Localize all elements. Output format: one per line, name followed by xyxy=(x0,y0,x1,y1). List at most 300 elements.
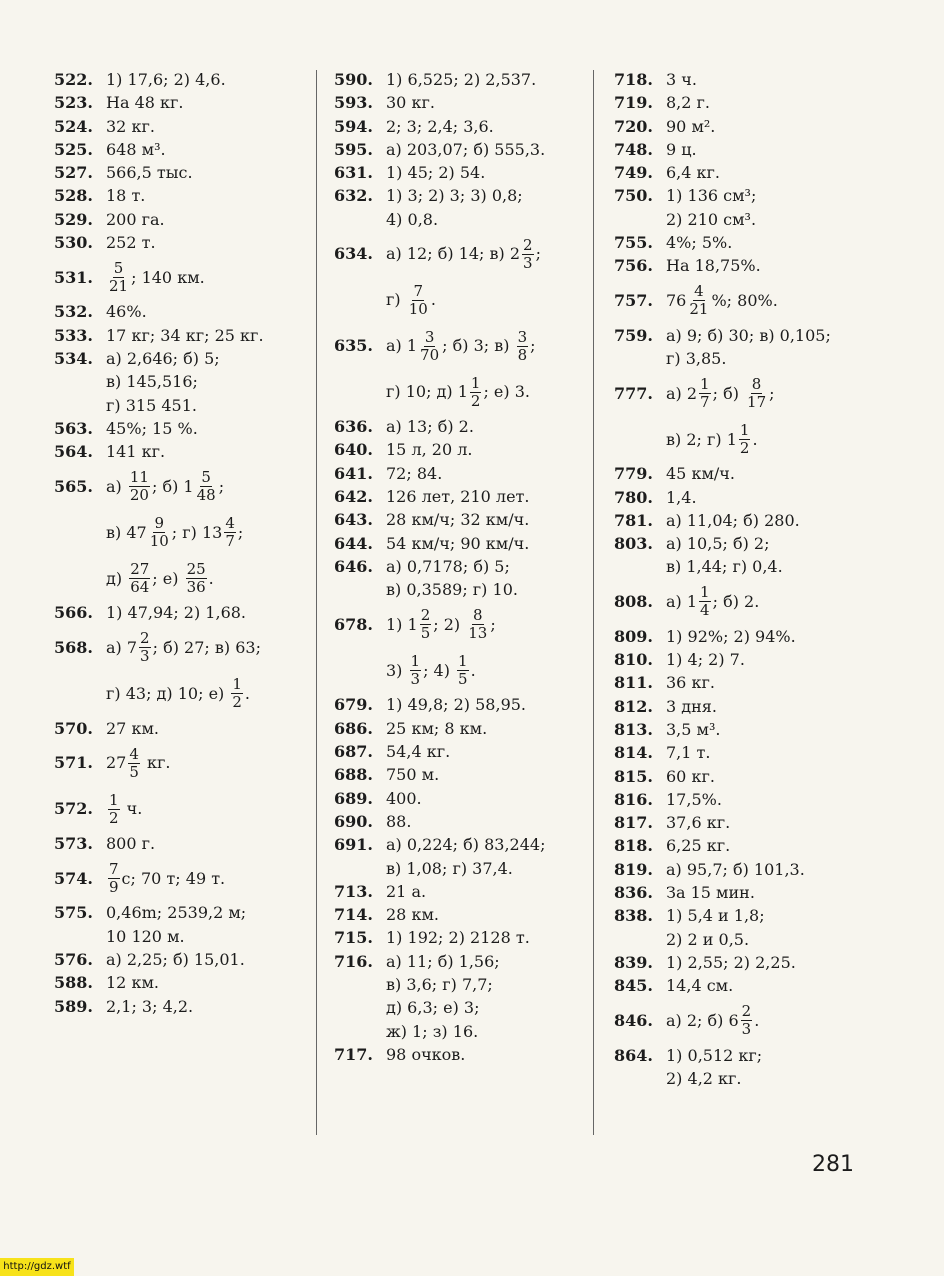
answer-segment: ; е) xyxy=(152,568,184,588)
fraction-denominator: 10 xyxy=(149,531,169,550)
answer-line xyxy=(666,462,864,485)
fraction-numerator: 4 xyxy=(694,282,704,301)
answer-segment: г) 43; д) 10; е) xyxy=(106,684,230,704)
problem-number: 572. xyxy=(54,799,93,819)
fraction-denominator: 5 xyxy=(458,669,468,688)
answer-entry xyxy=(334,323,589,415)
answer-text xyxy=(666,904,864,951)
fraction-denominator: 70 xyxy=(420,345,440,364)
answer-entry xyxy=(54,417,304,440)
answer-segment: а) 2,25; б) 15,01. xyxy=(106,949,245,969)
fraction xyxy=(699,376,711,411)
problem-number: 750. xyxy=(614,186,653,206)
problem-number: 690. xyxy=(334,811,373,831)
problem-number: 523. xyxy=(54,93,93,113)
answer-entry xyxy=(614,68,864,91)
answer-line xyxy=(106,717,304,740)
answer-segment: ; xyxy=(530,336,536,356)
answer-segment: ; xyxy=(769,383,775,403)
answer-segment: г) 315 451. xyxy=(106,395,197,415)
answer-text xyxy=(386,532,589,555)
answer-line xyxy=(386,833,589,856)
fraction-numerator: 7 xyxy=(109,859,119,878)
answer-segment: На 48 кг. xyxy=(106,93,184,113)
fraction-denominator: 3 xyxy=(523,253,533,272)
fraction xyxy=(419,329,440,364)
answer-segment: 750 м. xyxy=(386,765,440,785)
answer-text xyxy=(666,858,864,881)
answer-line xyxy=(106,855,304,901)
fraction-numerator: 9 xyxy=(154,513,165,532)
answer-line xyxy=(386,787,589,810)
answer-line xyxy=(106,509,304,555)
answer-entry xyxy=(614,324,864,371)
answer-segment: 0,46m; 2539,2 м; xyxy=(106,903,247,923)
answer-line xyxy=(666,1044,864,1067)
answer-line xyxy=(386,138,589,161)
answer-segment: 1) 1 xyxy=(386,614,418,634)
answer-segment: 17,5%. xyxy=(666,789,722,809)
problem-number: 534. xyxy=(54,348,93,368)
answer-line xyxy=(386,973,589,996)
answer-line xyxy=(666,648,864,671)
problem-number: 803. xyxy=(614,534,653,554)
fraction-numerator: 4 xyxy=(129,744,139,763)
answer-segment: 3) xyxy=(386,660,408,680)
answer-segment: 4%; 5%. xyxy=(666,233,733,253)
problem-number: 529. xyxy=(54,209,93,229)
answer-entry xyxy=(334,138,589,161)
fraction xyxy=(196,469,217,504)
answer-text xyxy=(666,881,864,904)
answer-segment: ; xyxy=(218,476,225,496)
answer-segment: 2) 4,2 кг. xyxy=(666,1068,742,1088)
fraction-numerator: 2 xyxy=(420,605,431,624)
answer-line xyxy=(106,138,304,161)
answer-entry xyxy=(54,161,304,184)
answer-line xyxy=(666,324,864,347)
answer-segment: ; xyxy=(490,614,496,634)
fraction xyxy=(129,469,150,504)
answer-segment: ; б) xyxy=(712,383,745,403)
answer-segment: . xyxy=(208,568,214,588)
answer-text xyxy=(666,625,864,648)
problem-number: 845. xyxy=(614,976,653,996)
answer-segment: 12 км. xyxy=(106,973,159,993)
fraction-numerator: 2 xyxy=(523,235,533,254)
answer-line xyxy=(666,208,864,231)
answer-line xyxy=(666,370,864,416)
problem-number: 525. xyxy=(54,139,93,159)
answer-entry xyxy=(54,717,304,740)
answer-text xyxy=(106,91,304,114)
fraction-numerator: 1 xyxy=(410,651,421,670)
answer-entry xyxy=(54,740,304,786)
answer-entry xyxy=(54,300,304,323)
answer-text xyxy=(386,323,589,415)
problem-number: 641. xyxy=(334,463,373,483)
answer-text xyxy=(386,693,589,716)
fraction-numerator: 4 xyxy=(225,513,235,532)
answer-text xyxy=(666,91,864,114)
answer-segment: 10 120 м. xyxy=(106,926,185,946)
fraction-numerator: 1 xyxy=(232,675,242,694)
column-divider xyxy=(316,70,317,1135)
answer-segment: 98 очков. xyxy=(386,1044,466,1064)
problem-number: 717. xyxy=(334,1044,373,1064)
answer-line xyxy=(106,601,304,624)
problem-number: 571. xyxy=(54,753,93,773)
answer-line xyxy=(106,161,304,184)
problem-number: 588. xyxy=(54,973,93,993)
answer-segment: в) 0,3589; г) 10. xyxy=(386,580,518,600)
answer-segment: ; 2) xyxy=(433,614,466,634)
answer-entry xyxy=(334,950,589,1043)
answer-line xyxy=(666,486,864,509)
problem-number: 528. xyxy=(54,186,93,206)
answer-line xyxy=(386,880,589,903)
problem-number: 564. xyxy=(54,442,93,462)
answer-line xyxy=(106,394,304,417)
fraction xyxy=(457,653,469,688)
answer-entry xyxy=(614,858,864,881)
fraction-denominator: 5 xyxy=(420,623,431,642)
problem-number: 811. xyxy=(614,673,653,693)
answer-entry xyxy=(614,834,864,857)
fraction xyxy=(108,260,129,295)
answer-line xyxy=(106,995,304,1018)
problem-number: 714. xyxy=(334,905,373,925)
answer-entry xyxy=(614,486,864,509)
problem-number: 566. xyxy=(54,603,93,623)
answer-entry xyxy=(614,648,864,671)
answer-line xyxy=(106,324,304,347)
answer-text xyxy=(666,254,864,277)
answer-text xyxy=(386,138,589,161)
problem-number: 755. xyxy=(614,233,653,253)
answer-segment: 1) 0,512 кг; xyxy=(666,1045,763,1065)
fraction xyxy=(186,561,207,596)
answer-entry xyxy=(54,832,304,855)
problem-number: 590. xyxy=(334,70,373,89)
answer-segment: 45 км/ч. xyxy=(666,464,735,484)
answer-segment: 8,2 г. xyxy=(666,93,710,113)
answer-entry xyxy=(334,462,589,485)
answer-entry xyxy=(334,880,589,903)
answer-segment: 566,5 тыс. xyxy=(106,163,193,183)
answer-line xyxy=(666,625,864,648)
answer-segment: ; б) 2. xyxy=(712,592,760,612)
fraction-denominator: 13 xyxy=(468,623,488,642)
answer-text xyxy=(106,440,304,463)
answer-entry xyxy=(614,625,864,648)
answer-line xyxy=(386,91,589,114)
answer-text xyxy=(106,68,304,91)
answer-segment: д) xyxy=(106,568,128,588)
answer-line xyxy=(106,115,304,138)
answer-line xyxy=(666,858,864,881)
problem-number: 532. xyxy=(54,302,93,322)
answer-line xyxy=(666,254,864,277)
answer-segment: а) 1 xyxy=(666,592,698,612)
answer-line xyxy=(666,834,864,857)
answer-line xyxy=(386,208,589,231)
problem-number: 527. xyxy=(54,163,93,183)
problem-number: 575. xyxy=(54,903,93,923)
answer-text xyxy=(666,462,864,485)
answer-entry xyxy=(614,741,864,764)
answer-segment: а) 203,07; б) 555,3. xyxy=(386,139,546,159)
answer-segment: а) 11,04; б) 280. xyxy=(666,510,800,530)
answer-text xyxy=(386,161,589,184)
answer-text xyxy=(666,161,864,184)
answer-segment: 200 га. xyxy=(106,209,165,229)
answer-line xyxy=(386,508,589,531)
problem-number: 646. xyxy=(334,556,373,576)
fraction-denominator: 7 xyxy=(225,531,235,550)
answer-segment: 90 м². xyxy=(666,116,716,136)
answer-text xyxy=(666,370,864,462)
answer-segment: 3,5 м³. xyxy=(666,719,721,739)
answer-line xyxy=(666,811,864,834)
answer-entry xyxy=(334,438,589,461)
answer-entry xyxy=(614,671,864,694)
answer-entry xyxy=(614,974,864,997)
answer-entry xyxy=(54,971,304,994)
problem-number: 589. xyxy=(54,996,93,1016)
answer-text xyxy=(386,601,589,693)
answer-segment: а) 12; б) 14; в) 2 xyxy=(386,244,521,264)
fraction-denominator: 2 xyxy=(739,438,750,457)
problem-number: 595. xyxy=(334,139,373,159)
answer-segment: 14,4 см. xyxy=(666,976,734,996)
answer-entry xyxy=(614,765,864,788)
answer-text xyxy=(386,787,589,810)
answer-text xyxy=(666,741,864,764)
answer-entry xyxy=(334,161,589,184)
fraction-denominator: 8 xyxy=(517,345,528,364)
problem-number: 818. xyxy=(614,836,653,856)
problem-number: 816. xyxy=(614,789,653,809)
problem-number: 594. xyxy=(334,116,373,136)
fraction-numerator: 8 xyxy=(472,605,483,624)
answer-entry xyxy=(334,717,589,740)
answer-entry xyxy=(614,579,864,625)
answer-segment: а) 9; б) 30; в) 0,105; xyxy=(666,325,831,345)
problem-number: 524. xyxy=(54,116,93,136)
fraction xyxy=(408,283,429,318)
answer-entry xyxy=(54,324,304,347)
problem-number: 718. xyxy=(614,70,653,89)
answer-segment: 4) 0,8. xyxy=(386,209,439,229)
problem-number: 573. xyxy=(54,834,93,854)
answer-line xyxy=(386,369,589,415)
answer-segment: На 18,75%. xyxy=(666,256,761,276)
fraction xyxy=(739,422,751,457)
problem-number: 757. xyxy=(614,291,653,311)
answer-text xyxy=(666,231,864,254)
answer-text xyxy=(666,138,864,161)
fraction-numerator: 3 xyxy=(517,327,528,346)
answer-text xyxy=(106,231,304,254)
problem-number: 864. xyxy=(614,1045,653,1065)
answer-segment: в) 145,516; xyxy=(106,372,198,392)
fraction-numerator: 3 xyxy=(424,327,435,346)
problem-number: 819. xyxy=(614,859,653,879)
answer-entry xyxy=(54,347,304,417)
answer-text xyxy=(666,951,864,974)
answer-segment: а) 95,7; б) 101,3. xyxy=(666,859,805,879)
answers-column-2 xyxy=(334,68,589,1066)
fraction-denominator: 21 xyxy=(109,276,129,295)
problem-number: 568. xyxy=(54,638,93,658)
answer-segment: ; б) 1 xyxy=(151,476,194,496)
problem-number: 756. xyxy=(614,256,653,276)
fraction-denominator: 5 xyxy=(129,762,139,781)
answer-text xyxy=(106,300,304,323)
answer-segment: 1) 6,525; 2) 2,537. xyxy=(386,70,537,89)
answer-segment: 6,25 кг. xyxy=(666,836,731,856)
problem-number: 817. xyxy=(614,813,653,833)
answer-entry xyxy=(54,208,304,231)
problem-number: 759. xyxy=(614,325,653,345)
answer-line xyxy=(666,347,864,370)
answer-line xyxy=(386,857,589,880)
answer-text xyxy=(666,184,864,231)
answer-segment: 27 xyxy=(106,753,127,773)
answer-segment: %; 80%. xyxy=(711,291,778,311)
answer-text xyxy=(386,415,589,438)
answer-entry xyxy=(614,998,864,1044)
answer-segment: За 15 мин. xyxy=(666,883,755,903)
answer-segment: 3 ч. xyxy=(666,70,697,89)
answer-line xyxy=(386,1043,589,1066)
answer-text xyxy=(106,138,304,161)
answer-entry xyxy=(334,415,589,438)
problem-number: 716. xyxy=(334,951,373,971)
answer-line xyxy=(386,950,589,973)
answer-entry xyxy=(54,855,304,901)
answer-segment: в) 1,08; г) 37,4. xyxy=(386,858,513,878)
answer-text xyxy=(106,948,304,971)
answer-entry xyxy=(334,740,589,763)
fraction-denominator: 48 xyxy=(196,485,216,504)
answer-text xyxy=(666,671,864,694)
answer-line xyxy=(386,903,589,926)
problem-number: 687. xyxy=(334,742,373,762)
answer-text xyxy=(666,1044,864,1091)
answer-segment: а) xyxy=(106,476,127,496)
answers-column-1 xyxy=(54,68,304,1018)
fraction xyxy=(149,515,170,550)
fraction xyxy=(688,283,709,318)
answer-segment: 3 дня. xyxy=(666,696,717,716)
fraction xyxy=(746,376,767,411)
answer-line xyxy=(386,578,589,601)
answer-line xyxy=(106,91,304,114)
answer-entry xyxy=(334,787,589,810)
fraction-denominator: 3 xyxy=(410,669,421,688)
fraction-numerator: 5 xyxy=(113,258,124,277)
answer-segment: 1) 5,4 и 1,8; xyxy=(666,906,765,926)
answer-line xyxy=(386,810,589,833)
answer-text xyxy=(666,788,864,811)
answer-entry xyxy=(614,881,864,904)
answer-text xyxy=(666,532,864,579)
answer-line xyxy=(386,115,589,138)
fraction xyxy=(128,746,140,781)
problem-number: 839. xyxy=(614,952,653,972)
answer-segment: 60 кг. xyxy=(666,766,715,786)
answer-entry xyxy=(54,625,304,717)
answer-segment: г) 3,85. xyxy=(666,348,727,368)
answer-entry xyxy=(614,370,864,462)
fraction-denominator: 64 xyxy=(130,577,150,596)
answer-text xyxy=(386,508,589,531)
answer-segment: в) 1,44; г) 0,4. xyxy=(666,557,783,577)
answer-entry xyxy=(54,948,304,971)
fraction-denominator: 20 xyxy=(129,485,149,504)
answer-segment: 37,6 кг. xyxy=(666,813,731,833)
answer-segment: а) 11; б) 1,56; xyxy=(386,951,500,971)
answer-entry xyxy=(54,115,304,138)
answer-entry xyxy=(614,509,864,532)
problem-number: 688. xyxy=(334,765,373,785)
answer-line xyxy=(386,532,589,555)
answer-line xyxy=(106,184,304,207)
fraction-denominator: 17 xyxy=(747,392,767,411)
answer-segment: кг. xyxy=(141,753,171,773)
answer-segment: ; г) 13 xyxy=(171,522,223,542)
answer-text xyxy=(106,347,304,417)
answer-line xyxy=(106,417,304,440)
answer-line xyxy=(666,184,864,207)
fraction-denominator: 3 xyxy=(741,1020,752,1038)
fraction-numerator: 7 xyxy=(413,281,424,300)
answer-text xyxy=(106,208,304,231)
answer-segment: 1) 92%; 2) 94%. xyxy=(666,626,796,646)
fraction xyxy=(139,630,151,665)
answer-text xyxy=(106,184,304,207)
problem-number: 777. xyxy=(614,383,653,403)
problem-number: 593. xyxy=(334,93,373,113)
answer-segment: 1) 136 см³; xyxy=(666,186,757,206)
problem-number: 563. xyxy=(54,418,93,438)
answer-line xyxy=(106,68,304,91)
fraction-denominator: 3 xyxy=(140,647,150,666)
answer-line xyxy=(666,974,864,997)
answer-text xyxy=(386,231,589,323)
fraction-numerator: 25 xyxy=(186,559,206,578)
answer-segment: д) 6,3; е) 3; xyxy=(386,998,480,1018)
answer-segment: в) 47 xyxy=(106,522,147,542)
answer-segment: а) 13; б) 2. xyxy=(386,417,474,437)
answer-text xyxy=(666,579,864,625)
answer-entry xyxy=(54,68,304,91)
answer-entry xyxy=(334,926,589,949)
answer-segment: ; б) 27; в) 63; xyxy=(152,638,261,658)
watermark-link[interactable]: http://gdz.wtf xyxy=(0,1258,74,1276)
answers-column-3 xyxy=(614,68,864,1090)
answer-text xyxy=(386,555,589,602)
answer-entry xyxy=(614,161,864,184)
answer-entry xyxy=(334,508,589,531)
answer-line xyxy=(106,370,304,393)
fraction xyxy=(108,792,120,827)
answer-segment: 1) 4; 2) 7. xyxy=(666,650,745,670)
problem-number: 632. xyxy=(334,186,373,206)
answer-segment: 1) 17,6; 2) 4,6. xyxy=(106,70,226,89)
